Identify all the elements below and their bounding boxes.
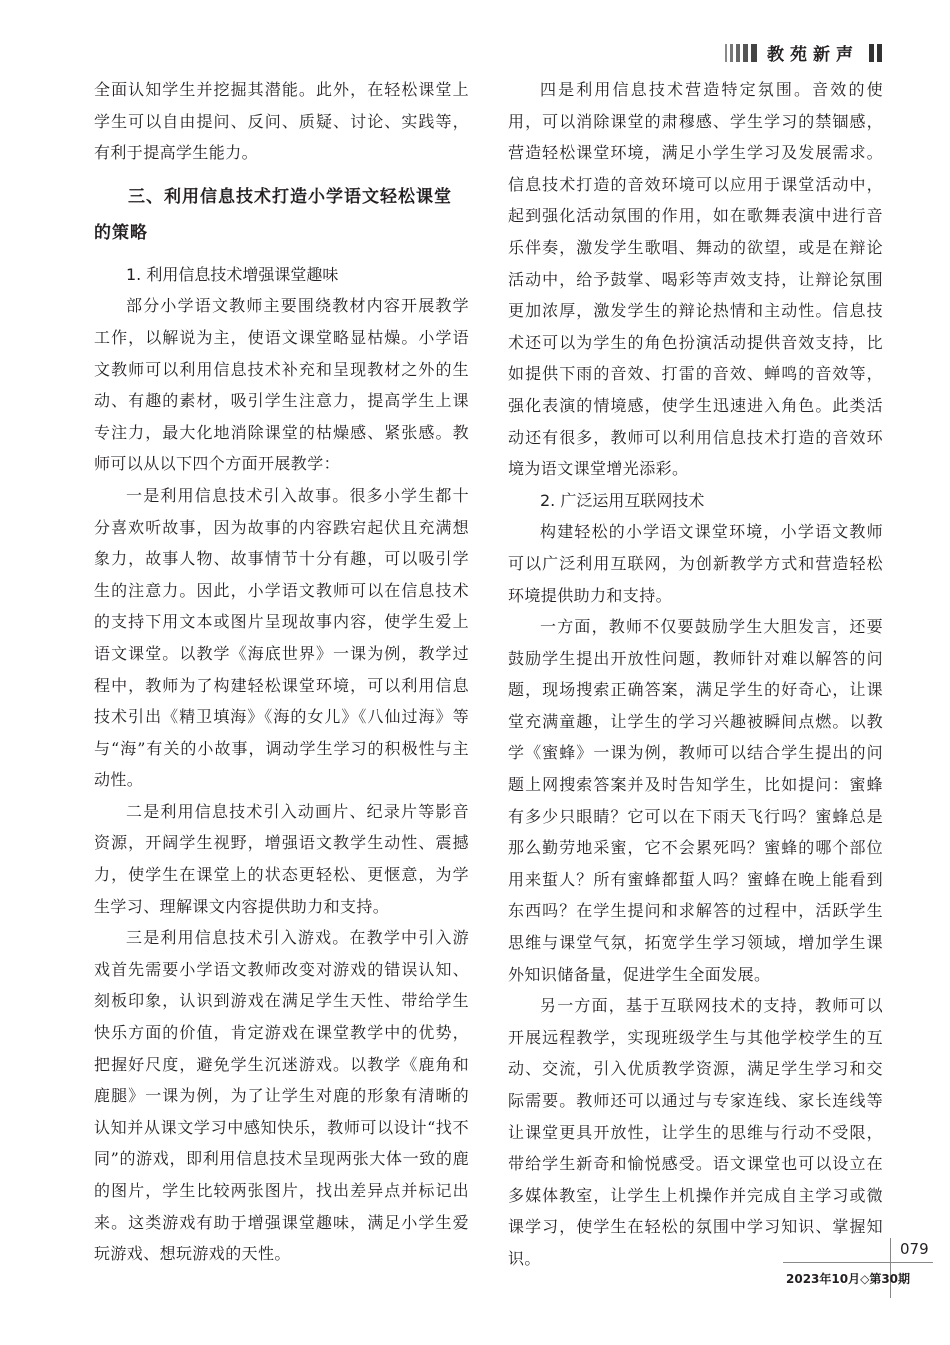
paragraph: 一方面，教师不仅要鼓励学生大胆发言，还要鼓励学生提出开放性问题，教师针对难以解答的问题，现场搜索正确答案，满足学生的好奇心，让课堂充满童趣，让学生的学习兴趣被瞬间点燃。以教学《蜜蜂》一课为例，教师可以结合学生提出的问题上网搜索答案并及时告知学生，比如提问：蜜蜂有多少只眼睛？它可以在下雨天飞行吗？蜜蜂总是那么勤劳地采蜜，它不会累死吗？蜜蜂的哪个部位用来蜇人？所有蜜蜂都蜇人吗？蜜蜂在晚上能看到东西吗？在学生提问和求解答的过程中，活跃学生思维与课堂气氛，拓宽学生学习领域，增加学生课外知识储备量，促进学生全面发展。 (508, 617, 883, 984)
paragraph: 构建轻松的小学语文课堂环境，小学语文教师可以广泛利用互联网，为创新教学方式和营造轻松环境提供助力和支持。 (508, 522, 883, 605)
header-title: 教苑新声 (767, 45, 859, 65)
paragraph: 三是利用信息技术引入游戏。在教学中引入游戏首先需要小学语文教师改变对游戏的错误认知、刻板印象，认识到游戏在满足学生天性、带给学生快乐方面的价值，肯定游戏在课堂教学中的优势，把握好尺度，避免学生沉迷游戏。以教学《鹿角和鹿腿》一课为例，为了让学生对鹿的形象有清晰的认知并从课文学习中感知快乐，教师可以设计“找不同”的游戏，即利用信息技术呈现两张大体一致的鹿的图片，学生比较两张图片，找出差异点并标记出来。这类游戏有助于增强课堂趣味，满足小学生爱玩游戏、想玩游戏的天性。 (94, 928, 469, 1264)
header-end-mark (869, 44, 882, 62)
footer-divider-horizontal (783, 1262, 933, 1263)
running-header (725, 40, 882, 65)
page-number: 079 (900, 1240, 929, 1258)
paragraph: 部分小学语文教师主要围绕教材内容开展教学工作，以解说为主，使语文课堂略显枯燥。小学语文教师可以利用信息技术补充和呈现教材之外的生动、有趣的素材，吸引学生注意力，提高学生上课专注力，最大化地消除课堂的枯燥感、紧张感。教师可以从以下四个方面开展教学： (94, 296, 469, 474)
paragraph: 另一方面，基于互联网技术的支持，教师可以开展远程教学，实现班级学生与其他学校学生的互动、交流，引入优质教学资源，满足学生学习和交际需要。教师还可以通过与专家连线、家长连线等让课堂更具开放性，让学生的思维与行动不受限，带给学生新奇和愉悦感受。语文课堂也可以设立在多媒体教室，让学生上机操作并完成自主学习或微课学习，使学生在轻松的氛围中学习知识、掌握知识。 (508, 996, 883, 1268)
section-heading: 三、利用信息技术打造小学语文轻松课堂的策略 (94, 186, 452, 243)
paragraph: 一是利用信息技术引入故事。很多小学生都十分喜欢听故事，因为故事的内容跌宕起伏且充满想象力，故事人物、故事情节十分有趣，可以吸引学生的注意力。因此，小学语文教师可以在信息技术的支持下用文本或图片呈现故事内容，使学生爱上语文课堂。以教学《海底世界》一课为例，教学过程中，教师为了构建轻松课堂环境，可以利用信息技术引出《精卫填海》《海的女儿》《八仙过海》等与“海”有关的小故事，调动学生学习的积极性与主动性。 (94, 485, 469, 790)
paragraph: 二是利用信息技术引入动画片、纪录片等影音资源，开阔学生视野，增强语文教学生动性、震撼力，使学生在课堂上的状态更轻松、更惬意，为学生学习、理解课文内容提供助力和支持。 (94, 801, 469, 916)
issue-info: 2023年10月◇第30期 (786, 1272, 911, 1286)
subheading-1: 1. 利用信息技术增强课堂趣味 (126, 264, 339, 284)
left-column (94, 74, 469, 1270)
paragraph-intro: 全面认知学生并挖掘其潜能。此外，在轻松课堂上学生可以自由提问、反问、质疑、讨论、实践等，有利于提高学生能力。 (94, 80, 469, 163)
paragraph: 四是利用信息技术营造特定氛围。音效的使用，可以消除课堂的肃穆感、学生学习的禁锢感，营造轻松课堂环境，满足小学生学习及发展需求。信息技术打造的音效环境可以应用于课堂活动中，起到强化活动氛围的作用，如在歌舞表演中进行音乐伴奏，激发学生歌唱、舞动的欲望，或是在辩论活动中，给予鼓掌、喝彩等声效支持，让辩论氛围更加浓厚，激发学生的辩论热情和主动性。信息技术还可以为学生的角色扮演活动提供音效支持，比如提供下雨的音效、打雷的音效、蝉鸣的音效等，强化表演的情境感，使学生迅速进入角色。此类活动还有很多，教师可以利用信息技术打造的音效环境为语文课堂增光添彩。 (508, 80, 883, 479)
right-column (508, 74, 883, 1275)
header-bars-decoration (725, 44, 757, 62)
subheading-2: 2. 广泛运用互联网技术 (540, 490, 705, 510)
footer-divider-vertical (890, 1238, 891, 1298)
